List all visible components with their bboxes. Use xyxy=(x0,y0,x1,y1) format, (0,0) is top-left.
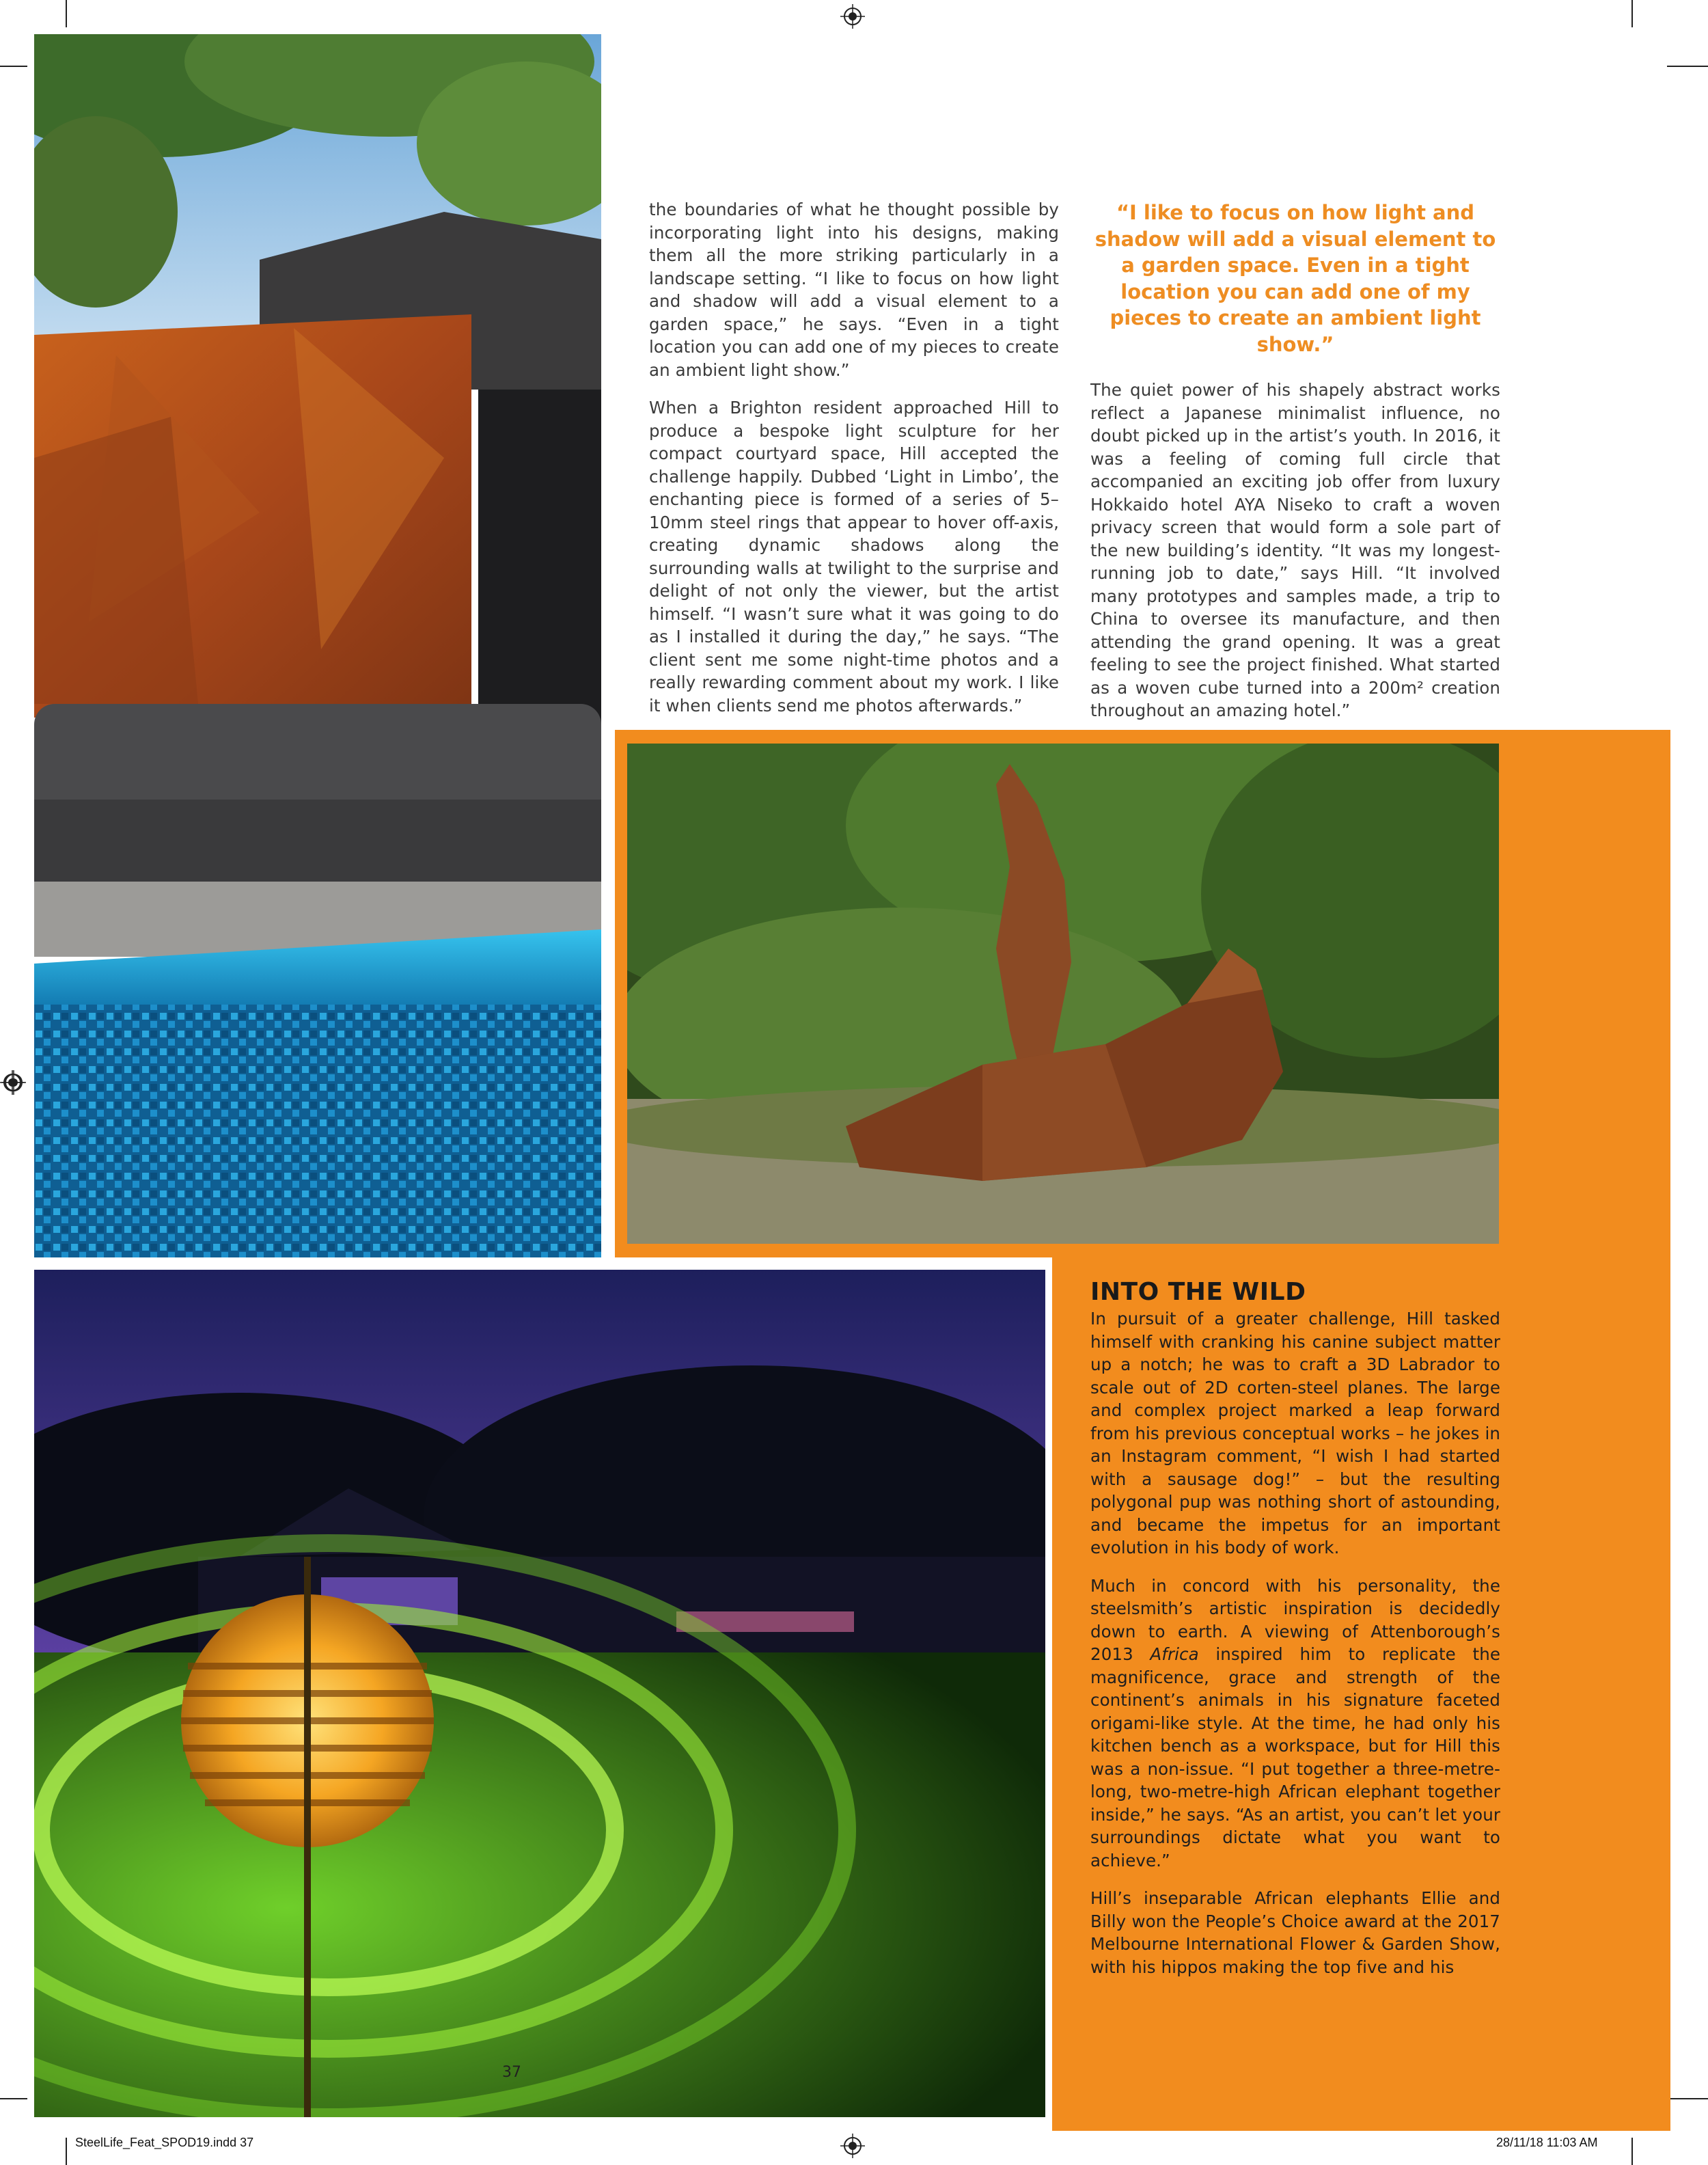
body-paragraph xyxy=(1090,1575,1500,1873)
article-column-1 xyxy=(649,198,1059,732)
print-slug-filename: SteelLife_Feat_SPOD19.indd 37 xyxy=(75,2136,254,2149)
crop-mark xyxy=(1631,0,1633,27)
registration-mark-icon xyxy=(840,4,865,29)
article-column-3 xyxy=(1090,1278,1500,1993)
body-paragraph: Hill’s inseparable African elephants Ellie and Billy won the People’s Choice award at the 2017 Melbourne International Flower & Garden Show, with his hippos making the top five and his xyxy=(1090,1888,1500,1977)
registration-mark-icon xyxy=(1,1070,26,1095)
pull-quote: “I like to focus on how light and shadow will add a visual element to a garden space. Even in a tight location you can add one of my pieces to create an ambient light show.” xyxy=(1094,201,1496,356)
body-paragraph: The quiet power of his shapely abstract works reflect a Japanese minimalist influence, no doubt picked up in the artist’s youth. In 2016, it was a feeling of coming full circle that accompanied an exciting job offer from luxury Hokkaido hotel AYA Niseko to craft a woven privacy screen that would form a sole part of the new building’s identity. “It was my longest-running job to date,” says Hill. “It involved many prototypes and samples made, a trip to China to oversee its manufacture, and then attending the grand opening. It was a great feeling to see the project finished. What started as a woven cube turned into a 200m² creation throughout an amazing hotel.” xyxy=(1090,380,1500,720)
body-paragraph: In pursuit of a greater challenge, Hill tasked himself with cranking his canine subject matter up a notch; he was to craft a 3D Labrador to scale out of 2D corten-steel planes. The large and complex project marked a leap forward from his previous conceptual works – he jokes in an Instagram comment, “I wish I had started with a sausage dog!” – but the resulting polygonal pup was nothing short of astounding, and became the impetus for an important evolution in his body of work. xyxy=(1090,1309,1500,1557)
crop-mark xyxy=(0,2098,27,2099)
body-text-run: inspired him to replicate the magnificence, grace and strength of the continent’s animals in his signature faceted origami-like style. At the time, he had only his kitchen bench as a workspace, but for Hill this was a non-issue. “I put together a three-metre-long, two-metre-high African elephant together inside,” he says. “As an artist, you can’t let your surroundings dictate what you want to achieve.” xyxy=(1090,1644,1500,1870)
section-heading: INTO THE WILD xyxy=(1090,1278,1306,1306)
page-number: 37 xyxy=(502,2064,521,2081)
print-slug-date: 28/11/18 11:03 AM xyxy=(1496,2136,1598,2149)
crop-mark xyxy=(1631,2138,1633,2165)
crop-mark xyxy=(66,0,67,27)
corten-wall-photo xyxy=(34,34,601,1257)
body-paragraph: the boundaries of what he thought possible by incorporating light into his designs, making them all the more striking particularly in a landscape setting. “I like to focus on how light and shadow will add a visual element to a garden space,” he says. “Even in a tight location you can add one of my pieces to create an ambient light show.” xyxy=(649,200,1059,380)
registration-mark-icon xyxy=(840,2134,865,2158)
body-text-run: Much in concord with his personality, the steelsmith’s artistic inspiration is decidedly down to earth. A viewing of Attenborough’s 2013 xyxy=(1090,1575,1500,1664)
crop-mark xyxy=(66,2138,67,2165)
crop-mark xyxy=(1667,66,1708,67)
light-sphere-photo xyxy=(34,1270,1045,2117)
italic-title: Africa xyxy=(1150,1644,1199,1664)
crop-mark xyxy=(0,66,27,67)
crop-mark xyxy=(1667,2098,1708,2099)
body-paragraph: When a Brighton resident approached Hill to produce a bespoke light sculpture for her compact courtyard space, Hill accepted the challenge happily. Dubbed ‘Light in Limbo’, the enchanting piece is formed of a series of 5–10mm steel rings that appear to hover off-axis, creating dynamic shadows along the surrounding walls at twilight to the surprise and delight of not only the viewer, but the artist himself. “I wasn’t sure what it was going to do as I installed it during the day,” he says. “The client sent me some night-time photos and a really rewarding comment about my work. I like it when clients send me photos afterwards.” xyxy=(649,398,1059,716)
article-column-2 xyxy=(1090,379,1500,737)
kangaroo-sculpture-photo xyxy=(627,744,1499,1244)
